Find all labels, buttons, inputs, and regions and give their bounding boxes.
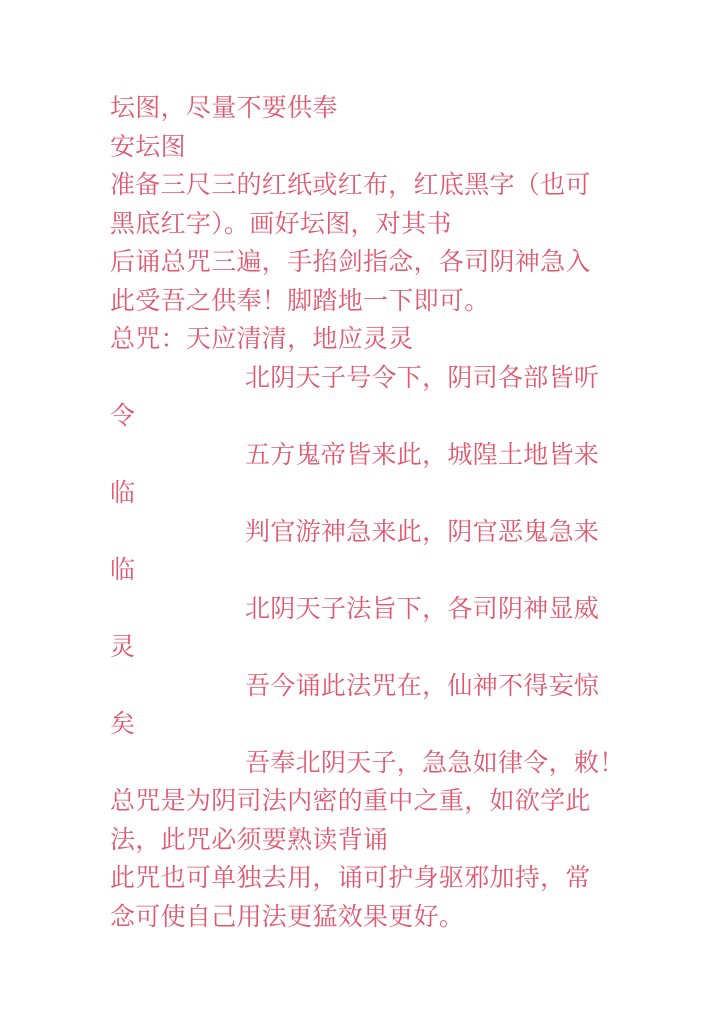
text-line: 总咒：天应清清，地应灵灵 [110, 324, 414, 353]
text-line: 此咒也可单独去用，诵可护身驱邪加持，常 [110, 863, 591, 892]
text-line: 法，此咒必须要熟读背诵 [110, 824, 389, 854]
text-line: 坛图，尽量不要供奉 [110, 93, 338, 122]
indented-text-line: 北阴天子号令下，阴司各部皆听 [245, 362, 600, 392]
text-line: 灵 [110, 632, 136, 661]
text-line: 总咒是为阴司法内密的重中之重，如欲学此 [110, 786, 591, 815]
text-line: 黑底红字）。画好坛图，对其书 [110, 208, 452, 238]
text-line: 临 [110, 555, 136, 584]
text-line: 令 [110, 401, 136, 430]
indented-text-line: 吾奉北阴天子，急急如律令，敕！ [245, 747, 625, 777]
indented-text-line: 吾今诵此法咒在，仙神不得妄惊 [245, 670, 600, 700]
indented-text-line: 五方鬼帝皆来此，城隍土地皆来 [245, 439, 600, 469]
text-line: 此受吾之供奉！脚踏地一下即可。 [110, 285, 490, 315]
text-line: 准备三尺三的红纸或红布，红底黑字（也可 [110, 170, 591, 199]
text-line: 矣 [110, 709, 136, 738]
indented-text-line: 北阴天子法旨下，各司阴神显威 [245, 593, 600, 623]
document-text-block [110, 89, 625, 936]
text-line: 临 [110, 478, 136, 507]
text-line: 安坛图 [110, 131, 186, 161]
indented-text-line: 判官游神急来此，阴官恶鬼急来 [245, 516, 600, 546]
text-line: 念可使自己用法更猛效果更好。 [110, 901, 465, 931]
text-line: 后诵总咒三遍，手掐剑指念，各司阴神急入 [110, 247, 591, 276]
